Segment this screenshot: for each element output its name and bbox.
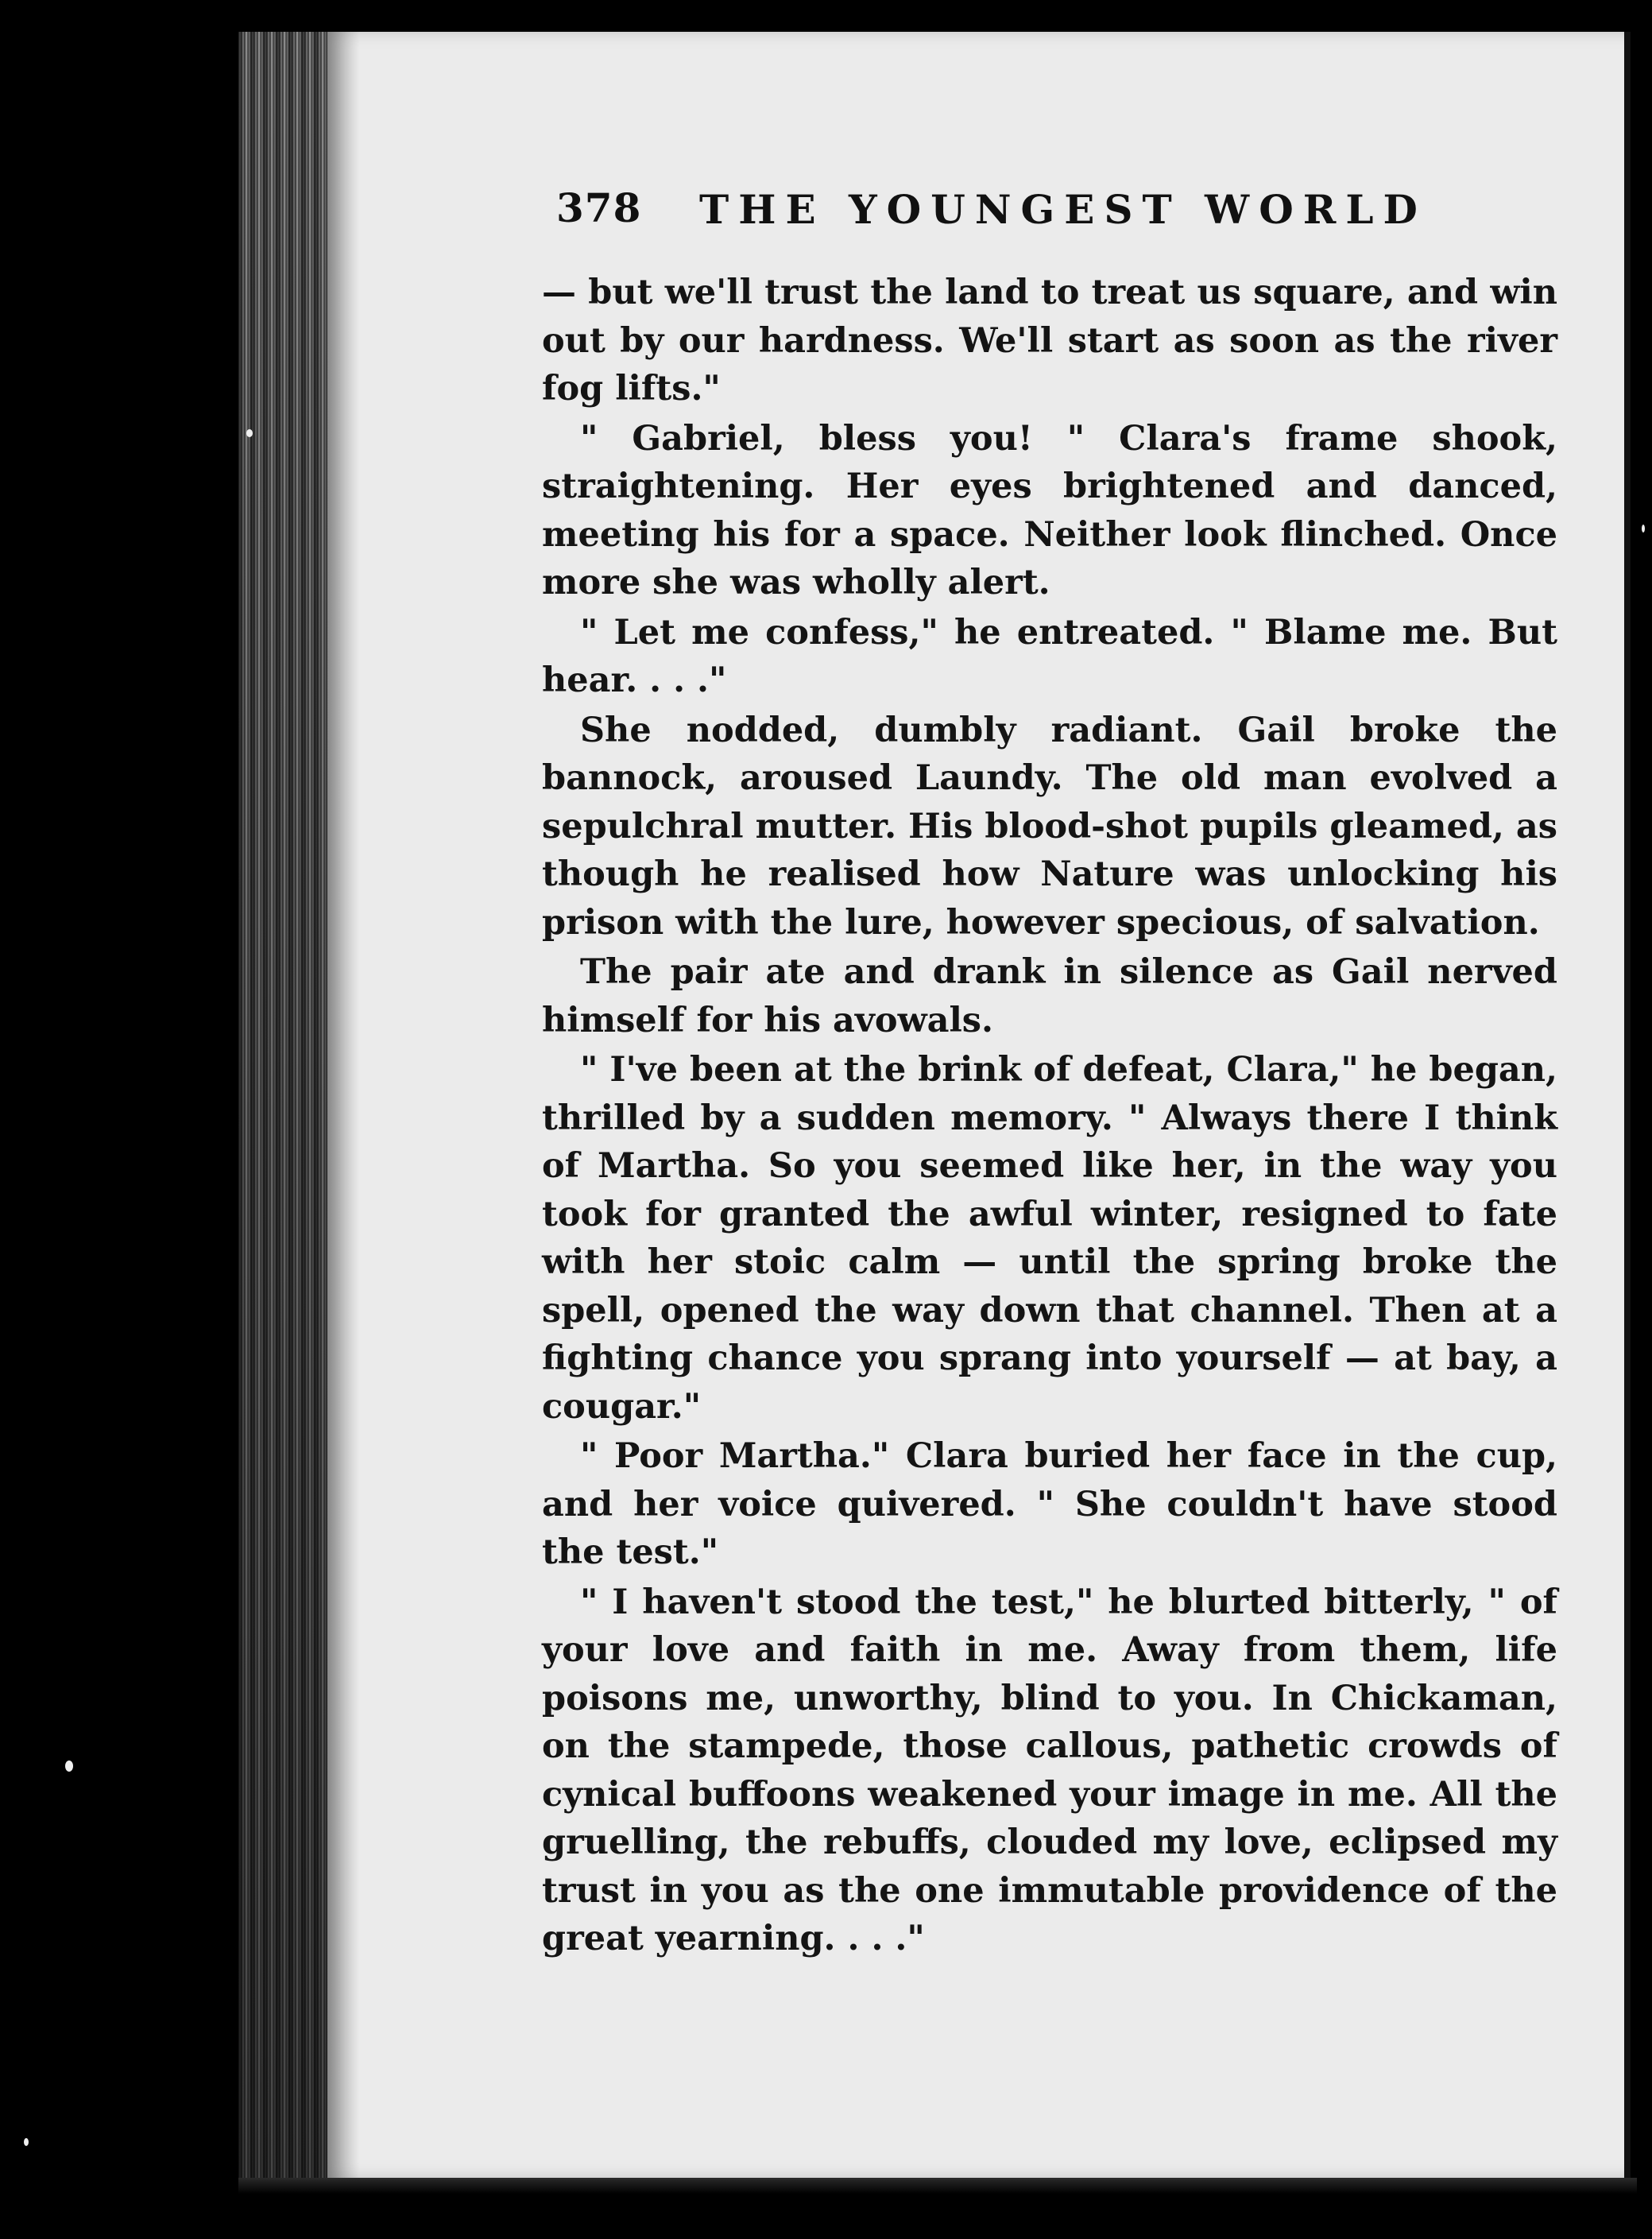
paragraph: The pair ate and drank in silence as Gail nerved himself for his avowals. <box>542 952 1557 1040</box>
paragraph: She nodded, dumbly radiant. Gail broke the bannock, aroused Laundy. The old man evolved a sepulchral mutter. His blood-shot pupils gleamed, as though he realised how Nature was unlocking his prison with the lure, however specious, of salvation. <box>542 710 1557 943</box>
page-number: 378 <box>556 184 642 231</box>
paragraph: " I haven't stood the test," he blurted bitterly, " of your love and faith in me. Away from them, life poisons me, unworthy, blind to you. In Chickaman, on the stampede, those callous, pathetic crowds of cynical buffoons weakened your image in me. All the gruelling, the rebuffs, clouded my love, eclipsed my trust in you as the one immutable providence of the great yearning. . . ." <box>542 1582 1557 1958</box>
body-text <box>542 269 1557 1963</box>
paragraph: " I've been at the brink of defeat, Clara," he began, thrilled by a sudden memory. " Always there I think of Martha. So you seemed like her, in the way you took for granted the awful winter, resigned to fate with her stoic calm — until the spring broke the spell, opened the way down that channel. Then at a fighting chance you sprang into yourself — at bay, a cougar." <box>542 1050 1557 1427</box>
page-header <box>556 184 1427 240</box>
paragraph: " Let me confess," he entreated. " Blame me. But hear. . . ." <box>542 612 1557 700</box>
paragraph: " Poor Martha." Clara buried her face in the cup, and her voice quivered. " She couldn't have stood the test." <box>542 1436 1557 1572</box>
running-head: THE YOUNGEST WORLD <box>699 186 1427 233</box>
gutter-shadow <box>238 32 334 2178</box>
page-binding-shadow <box>327 32 359 2178</box>
page-right-edge <box>1624 32 1631 2178</box>
paragraph: " Gabriel, bless you! " Clara's frame shook, straightening. Her eyes brightened and danced, meeting his for a space. Neither look flinched. Once more she was wholly alert. <box>542 418 1557 602</box>
paragraph: — but we'll trust the land to treat us square, and win out by our hardness. We'll start as soon as the river fog lifts." <box>542 273 1557 409</box>
page-bottom-edge <box>238 2178 1637 2194</box>
